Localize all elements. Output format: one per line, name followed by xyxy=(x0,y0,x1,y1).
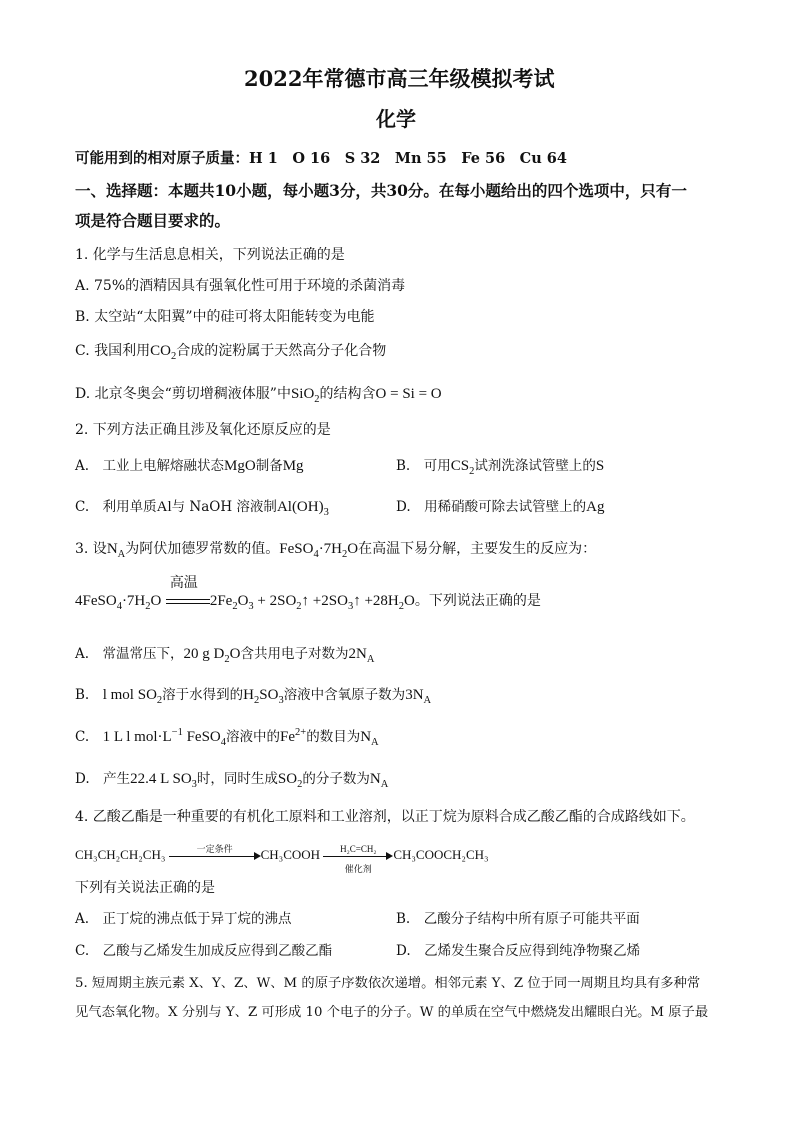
q1-d-mid: 的结构含 xyxy=(319,386,376,402)
route-butane: CH₃CH₂CH₂CH₃ xyxy=(75,847,166,862)
q1-c-pre: C. 我国利用 xyxy=(75,343,151,359)
route-arrow-2 xyxy=(323,844,393,875)
q2-option-a xyxy=(75,457,304,475)
q2-c-pre: C. 利用单质 xyxy=(75,499,157,515)
section1-line2: 项是符合题目要求的。 xyxy=(75,211,231,230)
mg-formula: Mg xyxy=(282,458,304,474)
q1-option-c xyxy=(75,342,386,360)
h2so3-formula: $H_2SO_3$ xyxy=(243,687,284,706)
route-ethyl-acetate: CH₃COOCH₂CH₃ xyxy=(393,847,489,862)
q3-b-pre: B. xyxy=(75,687,103,703)
q1-option-b: B. 太空站“太阳翼”中的硅可将太阳能转变为电能 xyxy=(75,309,375,325)
eq-tail: 。下列说法正确的是 xyxy=(414,593,541,609)
q2-option-b xyxy=(396,457,604,475)
q3-b-amount: l mol $SO_2$ xyxy=(102,687,163,706)
q4-option-a: A. 正丁烷的沸点低于异丁烷的沸点 xyxy=(75,911,292,927)
ag-formula: Ag xyxy=(586,499,605,515)
q4-option-d: D. 乙烯发生聚合反应得到纯净物聚乙烯 xyxy=(396,943,641,959)
q3-a-value: $2N_A$ xyxy=(348,646,375,665)
route-arrow-1 xyxy=(169,844,261,861)
q3-c-value: $N_A$ xyxy=(360,729,379,748)
q2-option-d xyxy=(396,498,604,516)
q4-synthesis-route xyxy=(75,844,489,875)
so2-formula: $SO_2$ xyxy=(277,771,303,790)
q2-c-mid: 与 NaOH 溶液制 xyxy=(171,499,277,515)
na-symbol: $N_A$ xyxy=(106,541,126,560)
q1-stem: 1. 化学与生活息息相关，下列说法正确的是 xyxy=(75,247,345,263)
eq-arrow xyxy=(166,575,210,610)
q3-b-value: $3N_A$ xyxy=(405,687,432,706)
q1-option-d xyxy=(75,385,442,403)
page-title: 2022年常德市高三年级模拟考试 xyxy=(244,66,555,91)
q3-c-amount: 1 L l $mol\cdot L^{-1}$ FeSO$_4$ xyxy=(102,727,227,748)
q3-a-pre: A. 常温常压下， xyxy=(75,646,184,662)
q3-option-a xyxy=(75,645,374,663)
route-acetic-acid: CH₃COOH xyxy=(260,847,321,862)
aloh3-formula: $Al(OH)_3$ xyxy=(276,499,329,518)
q2-d-pre: D. 用稀硝酸可除去试管壁上的 xyxy=(396,499,587,515)
q3-d-pre: D. 产生 xyxy=(75,771,131,787)
feso4-7h2o-formula: $FeSO_4\cdot 7H_2O$ xyxy=(279,541,359,560)
q2-a-mid: 制备 xyxy=(255,458,283,474)
section1-line1: 一、选择题：本题共10小题，每小题3分，共30分。在每小题给出的四个选项中，只有一 xyxy=(75,181,687,200)
q4-stem: 4. 乙酸乙酯是一种重要的有机化工原料和工业溶剂，以正丁烷为原料合成乙酸乙酯的合成路线如下。 xyxy=(75,809,695,825)
al-formula: Al xyxy=(156,499,172,515)
q1-option-a: A. 75%的酒精因具有强氧化性可用于环境的杀菌消毒 xyxy=(75,278,406,294)
mgo-formula: MgO xyxy=(224,458,256,474)
fe2plus-formula: $Fe^{2+}$ xyxy=(280,727,307,745)
q3-d-mid: 时，同时生成 xyxy=(196,771,278,787)
q1-d-pre: D. 北京冬奥会“剪切增稠液体服”中 xyxy=(75,386,291,402)
q3-c-mid2: 的数目为 xyxy=(306,729,361,745)
eq-reactant: $4FeSO_4\cdot 7H_2O$ xyxy=(75,593,162,612)
q4-prompt: 下列有关说法正确的是 xyxy=(75,880,215,896)
arrow1-condition: 一定条件 xyxy=(196,844,233,855)
q2-a-pre: A. 工业上电解熔融状态 xyxy=(75,458,225,474)
q3-b-mid2: 溶液中含氧原子数为 xyxy=(283,687,406,703)
q3-option-b xyxy=(75,686,431,704)
q3-stem-post: 在高温下易分解，主要发生的反应为： xyxy=(358,541,597,557)
q3-equation xyxy=(75,575,541,612)
q3-option-c xyxy=(75,728,379,746)
subject-title: 化学 xyxy=(376,107,416,131)
q2-stem: 2. 下列方法正确且涉及氧化还原反应的是 xyxy=(75,422,331,438)
q3-d-mid2: 的分子数为 xyxy=(302,771,370,787)
q3-d-value: $N_A$ xyxy=(369,771,389,790)
q3-stem-pre: 3. 设 xyxy=(75,541,107,557)
q1-c-post: 合成的淀粉属于天然高分子化合物 xyxy=(176,343,387,359)
q3-a-amount: 20 g $D_2O$ xyxy=(183,646,241,665)
q2-b-mid: 试剂洗涤试管壁上的 xyxy=(474,458,596,474)
q3-option-d xyxy=(75,770,388,788)
q3-stem-mid: 为阿伏加德罗常数的值。 xyxy=(125,541,280,557)
q3-a-mid: 含共用电子对数为 xyxy=(240,646,349,662)
arrow2-catalyst: 催化剂 xyxy=(344,864,372,875)
q5-line1: 5. 短周期主族元素 X、Y、Z、W、M 的原子序数依次递增。相邻元素 Y、Z 位于同一周期且均具有多种常 xyxy=(75,976,701,991)
arrow2-reagent: H₂C=CH₂ xyxy=(340,844,377,855)
q2-option-c xyxy=(75,498,329,516)
q3-stem xyxy=(75,540,596,558)
eq-products: $2Fe_2O_3$ + $2SO_2↑$ $+2SO_3↑ +28H_2O$ xyxy=(209,593,415,612)
q2-b-pre: B. 可用 xyxy=(396,458,451,474)
q3-c-mid: 溶液中的 xyxy=(226,729,281,745)
co2-formula: $CO_2$ xyxy=(150,343,177,362)
eq-condition: 高温 xyxy=(169,575,198,591)
q4-option-c: C. 乙酸与乙烯发生加成反应得到乙酸乙酯 xyxy=(75,943,333,959)
cs2-formula: $CS_2$ xyxy=(450,458,475,477)
q3-c-pre: C. xyxy=(75,729,103,745)
atomic-mass-line: 可能用到的相对原子质量：H 1 O 16 S 32 Mn 55 Fe 56 Cu 64 xyxy=(75,150,567,167)
q3-b-mid: 溶于水得到的 xyxy=(162,687,244,703)
q3-d-amount: 22.4 L $SO_3$ xyxy=(130,771,197,790)
q1-d-structure: O = Si = O xyxy=(375,386,442,402)
sio2-formula: SiO$_2$ xyxy=(290,386,320,405)
q4-option-b: B. 乙酸分子结构中所有原子可能共平面 xyxy=(396,911,640,927)
q5-line2: 见气态氧化物。X 分别与 Y、Z 可形成 10 个电子的分子。W 的单质在空气中燃烧发出耀眼白光。M 原子最 xyxy=(75,1005,709,1020)
s-formula: S xyxy=(595,458,605,474)
